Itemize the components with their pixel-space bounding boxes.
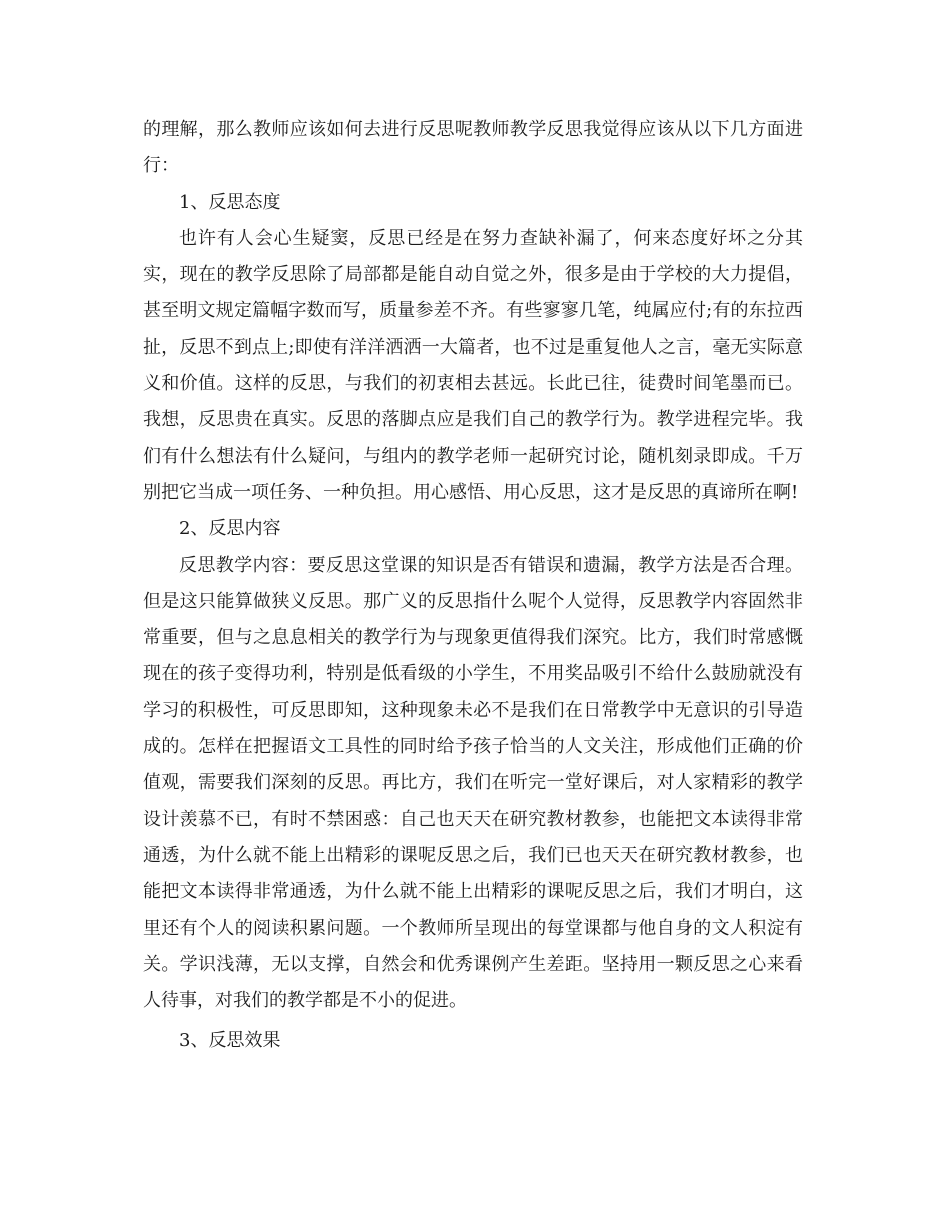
document-body <box>143 112 803 1060</box>
section-heading-attitude: 1、反思态度 <box>179 191 281 213</box>
paragraph-intro-continuation: 的理解，那么教师应该如何去进行反思呢教师教学反思我觉得应该从以下几方面进行： <box>143 119 803 177</box>
section-heading-effect: 3、反思效果 <box>179 1030 281 1052</box>
section-heading-content: 2、反思内容 <box>179 518 281 540</box>
paragraph-attitude: 也许有人会心生疑窦，反思已经是在努力查缺补漏了，何来态度好坏之分其实，现在的教学反思除了局部都是能自动自觉之外，很多是由于学校的大力提倡，甚至明文规定篇幅字数而写，质量参差不齐。有些寥寥几笔，纯属应付;有的东拉西扯，反思不到点上;即使有洋洋洒洒一大篇者，也不过是重复他人之言，毫无实际意义和价值。这样的反思，与我们的初衷相去甚远。长此已往，徒费时间笔墨而已。我想，反思贵在真实。反思的落脚点应是我们自己的教学行为。教学进程完毕。我们有什么想法有什么疑问，与组内的教学老师一起研究讨论，随机刻录即成。千万别把它当成一项任务、一种负担。用心感悟、用心反思，这才是反思的真谛所在啊! <box>143 227 803 503</box>
paragraph-content: 反思教学内容：要反思这堂课的知识是否有错误和遗漏，教学方法是否合理。但是这只能算做狭义反思。那广义的反思指什么呢个人觉得，反思教学内容固然非常重要，但与之息息相关的教学行为与现象更值得我们深究。比方，我们时常感慨现在的孩子变得功利，特别是低看级的小学生，不用奖品吸引不给什么鼓励就没有学习的积极性，可反思即知，这种现象未必不是我们在日常教学中无意识的引导造成的。怎样在把握语文工具性的同时给予孩子恰当的人文关注，形成他们正确的价值观，需要我们深刻的反思。再比方，我们在听完一堂好课后，对人家精彩的教学设计羡慕不已，有时不禁困惑：自己也天天在研究教材教参，也能把文本读得非常通透，为什么就不能上出精彩的课呢反思之后，我们已也天天在研究教材教参，也能把文本读得非常通透，为什么就不能上出精彩的课呢反思之后，我们才明白，这里还有个人的阅读积累问题。一个教师所呈现出的每堂课都与他自身的文人积淀有关。学识浅薄，无以支撑，自然会和优秀课例产生差距。坚持用一颗反思之心来看人待事，对我们的教学都是不小的促进。 <box>143 554 803 1012</box>
